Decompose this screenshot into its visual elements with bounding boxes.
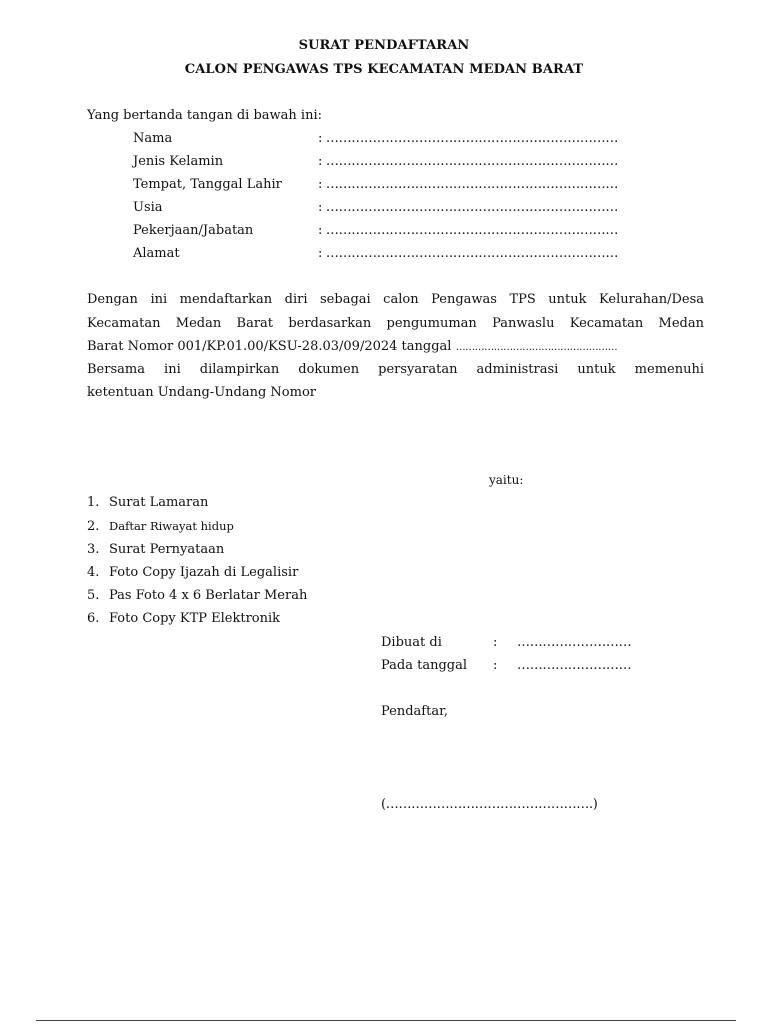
list-item: [87, 495, 208, 510]
list-item-number: 1.: [87, 495, 100, 510]
list-item: [87, 611, 280, 626]
field-label-nama: Nama: [133, 131, 173, 146]
date-value: ………………………: [517, 658, 632, 673]
list-item-label: Surat Lamaran: [109, 495, 209, 510]
list-item-label: Daftar Riwayat hidup: [109, 519, 234, 533]
made-at-value: ………………………: [517, 635, 632, 650]
date-colon: :: [493, 658, 498, 673]
announcement-number-text: Barat Nomor 001/KP.01.00/KSU-28.03/09/2024 tanggal: [87, 339, 452, 354]
field-value-nama: : ……………………………………………………………: [318, 131, 619, 146]
field-value-alamat: : ……………………………………………………………: [318, 246, 619, 261]
list-item-label: Foto Copy Ijazah di Legalisir: [109, 565, 299, 580]
document-title: SURAT PENDAFTARAN: [298, 38, 470, 53]
made-at-colon: :: [493, 635, 498, 650]
document-subtitle: CALON PENGAWAS TPS KECAMATAN MEDAN BARAT: [184, 62, 584, 77]
list-item: [87, 542, 224, 557]
list-item: [87, 565, 298, 580]
field-label-jenis-kelamin: Jenis Kelamin: [133, 154, 224, 169]
yaitu-label: yaitu:: [489, 473, 524, 487]
paragraph-line: Dengan ini mendaftarkan diri sebagai calon Pengawas TPS untuk Kelurahan/Desa: [87, 292, 704, 307]
announcement-date-blank: ……………………………………………: [455, 342, 618, 353]
list-item-number: 2.: [87, 519, 100, 534]
list-item-number: 4.: [87, 565, 100, 580]
list-item: [87, 588, 307, 603]
field-label-tempat-tanggal-lahir: Tempat, Tanggal Lahir: [133, 177, 282, 192]
field-label-alamat: Alamat: [133, 246, 180, 261]
paragraph-line: Kecamatan Medan Barat berdasarkan pengumuman Panwaslu Kecamatan Medan: [87, 316, 704, 331]
field-label-pekerjaan-jabatan: Pekerjaan/Jabatan: [133, 223, 254, 238]
list-item-number: 3.: [87, 542, 100, 557]
made-at-label: Dibuat di: [381, 635, 442, 650]
list-item-label: Foto Copy KTP Elektronik: [109, 611, 281, 626]
list-item-label: Pas Foto 4 x 6 Berlatar Merah: [109, 588, 308, 603]
paragraph-line: ketentuan Undang-Undang Nomor: [87, 385, 316, 400]
paragraph-line: Bersama ini dilampirkan dokumen persyaratan administrasi untuk memenuhi: [87, 362, 704, 377]
field-value-pekerjaan-jabatan: : ……………………………………………………………: [318, 223, 619, 238]
field-value-tempat-tanggal-lahir: : ……………………………………………………………: [318, 177, 619, 192]
list-item: [87, 519, 234, 534]
list-item-label: Surat Pernyataan: [109, 542, 225, 557]
field-value-usia: : ……………………………………………………………: [318, 200, 619, 215]
footer-divider: [36, 1020, 736, 1021]
signature-line: (………………………………………….): [381, 797, 598, 812]
paragraph-line: [87, 339, 704, 354]
field-value-jenis-kelamin: : ……………………………………………………………: [318, 154, 619, 169]
list-item-number: 6.: [87, 611, 100, 626]
intro-text: Yang bertanda tangan di bawah ini:: [87, 108, 322, 123]
list-item-number: 5.: [87, 588, 100, 603]
signer-label: Pendaftar,: [381, 704, 449, 719]
date-label: Pada tanggal: [381, 658, 468, 673]
field-label-usia: Usia: [133, 200, 163, 215]
